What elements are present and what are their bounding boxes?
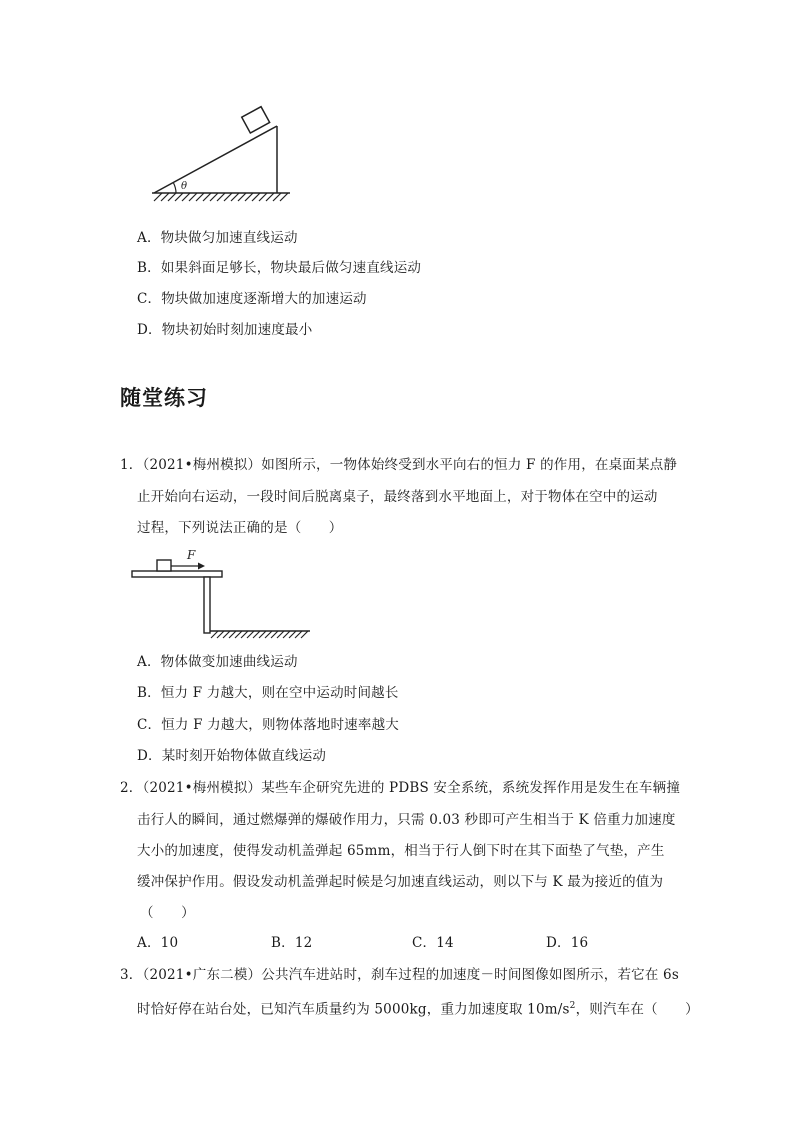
hatch-mark [196, 193, 204, 201]
hatch-mark [295, 631, 302, 638]
q3-line-2-superscript: 2 [569, 1001, 576, 1011]
hatch-mark [223, 631, 230, 638]
incline-ground-hatch [154, 193, 288, 201]
hatch-mark [182, 193, 190, 201]
hatch-mark [277, 631, 284, 638]
q1-option-b: B．恒力 F 力越大，则在空中运动时间越长 [137, 685, 399, 701]
hatch-mark [217, 193, 225, 201]
hatch-mark [259, 631, 266, 638]
q3-line-2-before: 时恰好停在站台处，已知汽车质量约为 5000kg，重力加速度取 10m/s [137, 1001, 570, 1018]
table-ground-hatch [211, 631, 308, 638]
hatch-mark [203, 193, 211, 201]
q2-option-a: A．10 [137, 935, 179, 951]
hatch-mark [238, 193, 246, 201]
section-title: 随堂练习 [120, 386, 208, 410]
hatch-mark [210, 193, 218, 201]
incline-angle-arc [174, 183, 177, 193]
q2-line-4: 缓冲保护作用。假设发动机盖弹起时候是匀加速直线运动，则以下与 K 最为接近的值为 [137, 874, 664, 890]
incline-option-b: B．如果斜面足够长，物块最后做匀速直线运动 [137, 260, 422, 276]
hatch-mark [168, 193, 176, 201]
incline-option-d: D．物块初始时刻加速度最小 [137, 322, 313, 338]
q1-option-c: C．恒力 F 力越大，则物体落地时速率越大 [137, 717, 399, 733]
q1-line-3: 过程，下列说法正确的是（ ） [137, 520, 343, 536]
incline-option-c: C．物块做加速度逐渐增大的加速运动 [137, 291, 367, 307]
q1-option-a: A．物体做变加速曲线运动 [137, 654, 298, 670]
hatch-mark [211, 631, 218, 638]
q1-option-d: D．某时刻开始物体做直线运动 [137, 748, 327, 764]
hatch-mark [217, 631, 224, 638]
q2-line-2: 击行人的瞬间，通过燃爆弹的爆破作用力，只需 0.03 秒即可产生相当于 K 倍重力加速度 [137, 812, 676, 828]
q2-line-1: 2．（2021•梅州模拟）某些车企研究先进的 PDBS 安全系统，系统发挥作用是发生在车辆撞 [120, 780, 681, 796]
hatch-mark [266, 193, 274, 201]
q3-line-2-after: ，则汽车在（ ） [575, 1001, 699, 1018]
table-figure [130, 545, 315, 640]
hatch-mark [273, 193, 281, 201]
incline-slope [154, 126, 277, 193]
hatch-mark [247, 631, 254, 638]
q2-line-5: （ ） [140, 905, 195, 921]
table-block [157, 560, 171, 571]
incline-angle-label: θ [181, 181, 188, 192]
incline-block [242, 107, 270, 133]
q2-option-d: D．16 [546, 935, 589, 951]
hatch-mark [154, 193, 162, 201]
q3-line-1: 3．（2021•广东二模）公共汽车进站时，刹车过程的加速度－时间图像如图所示，若它在 6s [120, 967, 679, 983]
hatch-mark [241, 631, 248, 638]
hatch-mark [283, 631, 290, 638]
q1-line-1: 1．（2021•梅州模拟）如图所示，一物体始终受到水平向右的恒力 F 的作用，在桌面某点静 [120, 457, 678, 473]
q1-line-2: 止开始向右运动，一段时间后脱离桌子，最终落到水平地面上，对于物体在空中的运动 [137, 489, 658, 505]
hatch-mark [289, 631, 296, 638]
hatch-mark [271, 631, 278, 638]
hatch-mark [161, 193, 169, 201]
force-arrow-head [198, 563, 205, 570]
hatch-mark [259, 193, 267, 201]
table-top [132, 571, 222, 577]
force-label: F [187, 548, 196, 562]
hatch-mark [253, 631, 260, 638]
hatch-mark [229, 631, 236, 638]
hatch-mark [235, 631, 242, 638]
incline-option-a: A．物块做匀加速直线运动 [137, 230, 298, 246]
q2-line-3: 大小的加速度，使得发动机盖弹起 65mm，相当于行人倒下时在其下面垫了气垫，产生 [137, 843, 665, 859]
hatch-mark [265, 631, 272, 638]
q2-option-c: C．14 [412, 935, 454, 951]
incline-figure [140, 105, 300, 210]
hatch-mark [245, 193, 253, 201]
q3-line-2 [137, 996, 699, 1020]
hatch-mark [280, 193, 288, 201]
hatch-mark [301, 631, 308, 638]
table-leg [204, 577, 210, 633]
q2-option-b: B．12 [271, 935, 313, 951]
hatch-mark [252, 193, 260, 201]
hatch-mark [175, 193, 183, 201]
hatch-mark [224, 193, 232, 201]
hatch-mark [231, 193, 239, 201]
hatch-mark [189, 193, 197, 201]
